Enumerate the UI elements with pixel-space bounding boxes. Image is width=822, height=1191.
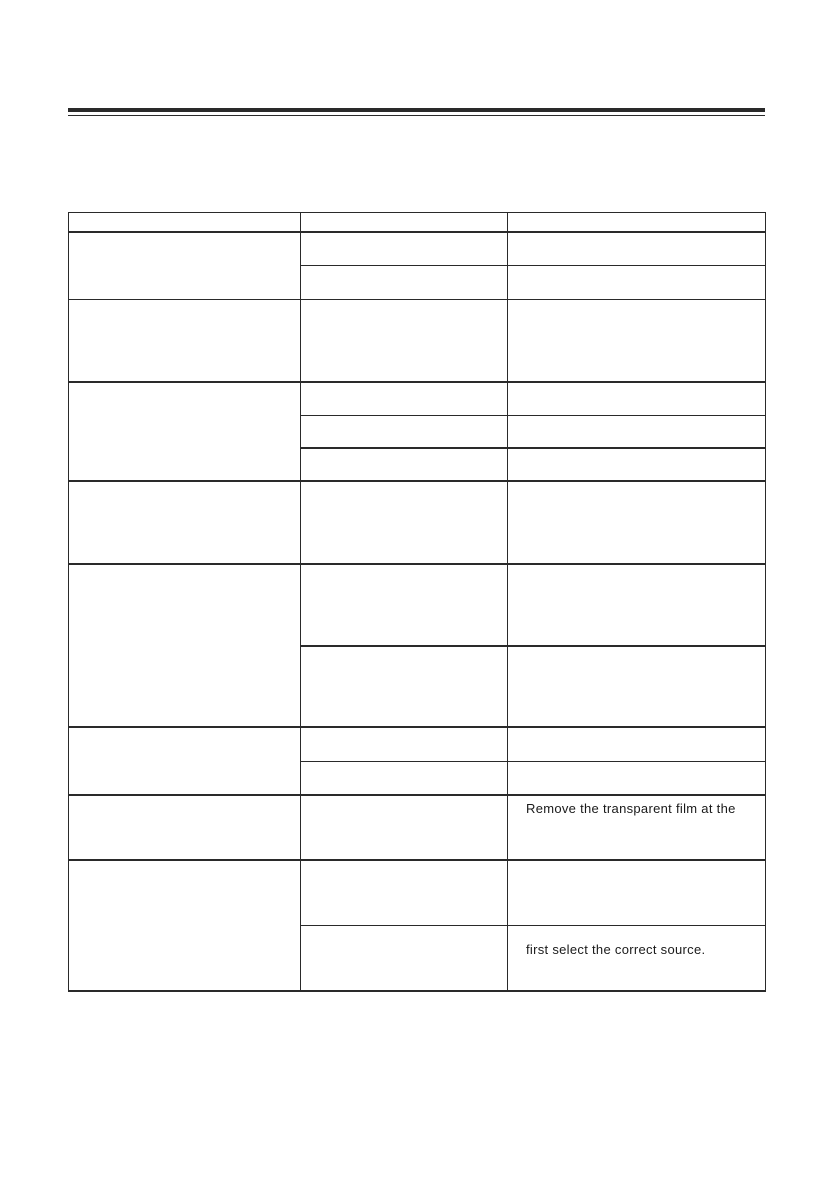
table-row xyxy=(69,300,766,382)
cause-cell xyxy=(301,860,508,925)
title-rule xyxy=(68,108,765,112)
symptom-cell xyxy=(69,795,301,860)
header-row xyxy=(69,213,766,232)
cause-cell xyxy=(301,761,508,795)
table-row xyxy=(69,382,766,415)
symptom-cell xyxy=(69,727,301,795)
cause-cell xyxy=(301,300,508,382)
troubleshooting-table xyxy=(68,212,766,992)
symptom-cell xyxy=(69,382,301,481)
cause-cell xyxy=(301,926,508,991)
table-row xyxy=(69,564,766,646)
cause-cell xyxy=(301,646,508,727)
header-cell xyxy=(69,213,301,232)
table-row xyxy=(69,481,766,563)
cause-cell xyxy=(301,232,508,266)
solution-cell xyxy=(508,564,766,646)
cause-cell xyxy=(301,266,508,300)
cause-cell xyxy=(301,415,508,448)
symptom-cell xyxy=(69,481,301,563)
title-rule-underline xyxy=(68,115,765,116)
solution-cell xyxy=(508,448,766,481)
symptom-cell xyxy=(69,860,301,991)
cause-cell xyxy=(301,564,508,646)
solution-cell xyxy=(508,646,766,727)
table-row xyxy=(69,232,766,266)
cause-cell xyxy=(301,481,508,563)
solution-cell xyxy=(508,727,766,761)
header-cell xyxy=(301,213,508,232)
solution-cell xyxy=(508,761,766,795)
solution-cell xyxy=(508,300,766,382)
header-cell xyxy=(508,213,766,232)
symptom-cell xyxy=(69,564,301,728)
solution-cell xyxy=(508,481,766,563)
solution-cell: first select the correct source. xyxy=(508,926,766,991)
cause-cell xyxy=(301,795,508,860)
solution-cell xyxy=(508,382,766,415)
solution-cell xyxy=(508,232,766,266)
solution-cell xyxy=(508,266,766,300)
symptom-cell xyxy=(69,232,301,300)
table-row xyxy=(69,727,766,761)
solution-cell xyxy=(508,860,766,925)
symptom-cell xyxy=(69,300,301,382)
solution-cell: Remove the transparent film at the xyxy=(508,795,766,860)
cause-cell xyxy=(301,448,508,481)
solution-cell xyxy=(508,415,766,448)
table-row xyxy=(69,795,766,860)
cause-cell xyxy=(301,727,508,761)
table-row xyxy=(69,860,766,925)
cause-cell xyxy=(301,382,508,415)
